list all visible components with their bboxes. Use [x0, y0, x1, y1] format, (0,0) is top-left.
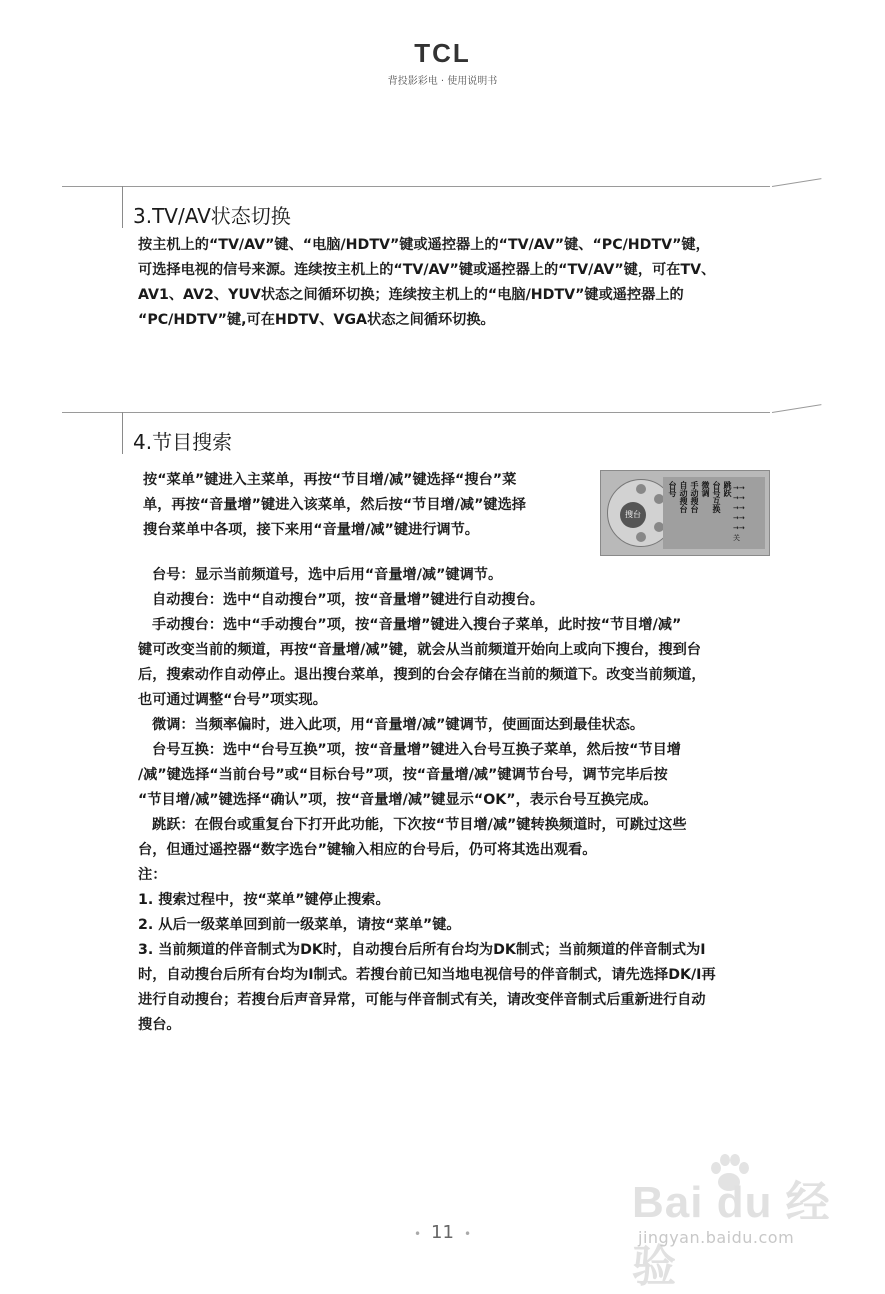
section4-title: 4.节目搜索: [133, 430, 233, 454]
section3-body: [138, 233, 778, 333]
page-number-value: 11: [431, 1222, 454, 1243]
note-line: 1. 搜索过程中，按“菜单”键停止搜索。: [138, 892, 390, 908]
menu-arrow-icon: →→: [733, 494, 745, 502]
section4-rule: [62, 412, 770, 413]
menu-center-label: 搜台: [620, 502, 646, 528]
section3-line: 按主机上的“TV/AV”键、“电脑/HDTV”键或遥控器上的“TV/AV”键、“PC/HDTV”键，: [138, 237, 710, 253]
menu-arrow-icon: →→: [733, 484, 745, 492]
menu-item: 跳跃: [723, 481, 732, 497]
item-line: /减”键选择“当前台号”或“目标台号”项，按“音量增/减”键调节台号，调节完毕后按: [138, 767, 668, 783]
watermark-url: jingyan.baidu.com: [638, 1228, 795, 1247]
item-line: 跳跃：在假台或重复台下打开此功能，下次按“节目增/减”键转换频道时，可跳过这些: [152, 817, 687, 833]
section3-vbar: [122, 186, 123, 228]
menu-item: 手动搜台: [690, 481, 699, 513]
section4-intro-line: 单，再按“音量增”键进入该菜单，然后按“节目增/减”键选择: [143, 497, 526, 513]
item-line: 微调：当频率偏时，进入此项，用“音量增/减”键调节，使画面达到最佳状态。: [152, 717, 645, 733]
item-line: 台号：显示当前频道号，选中后用“音量增/减”键调节。: [152, 567, 503, 583]
menu-item: 台号: [668, 481, 677, 497]
item-line: 键可改变当前的频道，再按“音量增/减”键，就会从当前频道开始向上或向下搜台，搜到台: [138, 642, 701, 658]
menu-item: 台号互换: [712, 481, 721, 513]
note-label: 注：: [138, 867, 167, 883]
header-subtitle: 背投影彩电 · 使用说明书: [387, 76, 498, 87]
menu-arrow-icon: →→: [733, 524, 745, 532]
baidu-watermark: [626, 1150, 846, 1291]
menu-arrow-icon: →→: [733, 514, 745, 522]
watermark-text: Bai du 经验: [632, 1178, 831, 1291]
menu-item: 自动搜台: [679, 481, 688, 513]
menu-item: 微调: [701, 481, 710, 497]
section4-items: [138, 563, 788, 1038]
item-line: 手动搜台：选中“手动搜台”项，按“音量增”键进入搜台子菜单，此时按“节目增/减”: [152, 617, 682, 633]
note-line: 3. 当前频道的伴音制式为DK时，自动搜台后所有台均为DK制式；当前频道的伴音制式为I: [138, 942, 706, 958]
item-line: 台，但通过遥控器“数字选台”键输入相应的台号后，仍可将其选出观看。: [138, 842, 597, 858]
menu-arrow-icon: →→: [733, 504, 745, 512]
search-menu-image: [600, 470, 770, 556]
note-line: 搜台。: [138, 1017, 181, 1033]
item-line: “节目增/减”键选择“确认”项，按“音量增/减”键显示“OK”，表示台号互换完成。: [138, 792, 658, 808]
menu-panel: [663, 477, 765, 549]
menu-value: 关: [733, 534, 740, 542]
item-line: 台号互换：选中“台号互换”项，按“音量增”键进入台号互换子菜单，然后按“节目增: [152, 742, 681, 758]
page-dot-right: •: [463, 1227, 472, 1241]
section3-rule: [62, 186, 770, 187]
item-line: 后，搜索动作自动停止。退出搜台菜单，搜到的台会存储在当前的频道下。改变当前频道，: [138, 667, 706, 683]
item-line: 也可通过调整“台号”项实现。: [138, 692, 327, 708]
section3-line: AV1、AV2、YUV状态之间循环切换；连续按主机上的“电脑/HDTV”键或遥控器上的: [138, 287, 684, 303]
section3-rule-tail: [772, 178, 822, 187]
section3-line: “PC/HDTV”键,可在HDTV、VGA状态之间循环切换。: [138, 312, 495, 328]
page-dot-left: •: [413, 1227, 422, 1241]
note-line: 进行自动搜台；若搜台后声音异常，可能与伴音制式有关，请改变伴音制式后重新进行自动: [138, 992, 706, 1008]
section3-title: 3.TV/AV状态切换: [133, 204, 291, 228]
section4-rule-tail: [772, 404, 822, 413]
note-line: 时，自动搜台后所有台均为I制式。若搜台前已知当地电视信号的伴音制式，请先选择DK/I再: [138, 967, 716, 983]
section4-vbar: [122, 412, 123, 454]
menu-wheel-dot: [636, 484, 646, 494]
section4-intro-line: 按“菜单”键进入主菜单，再按“节目增/减”键选择“搜台”菜: [143, 472, 517, 488]
section4-intro: [143, 468, 593, 543]
item-line: 自动搜台：选中“自动搜台”项，按“音量增”键进行自动搜台。: [152, 592, 544, 608]
section4-intro-line: 搜台菜单中各项，接下来用“音量增/减”键进行调节。: [143, 522, 479, 538]
menu-arrows: [733, 483, 745, 543]
menu-wheel-dot: [636, 532, 646, 542]
page-number: [0, 1222, 885, 1243]
note-line: 2. 从后一级菜单回到前一级菜单，请按“菜单”键。: [138, 917, 461, 933]
brand-logo: TCL: [414, 38, 471, 68]
section3-line: 可选择电视的信号来源。连续按主机上的“TV/AV”键或遥控器上的“TV/AV”键，可在TV、: [138, 262, 716, 278]
